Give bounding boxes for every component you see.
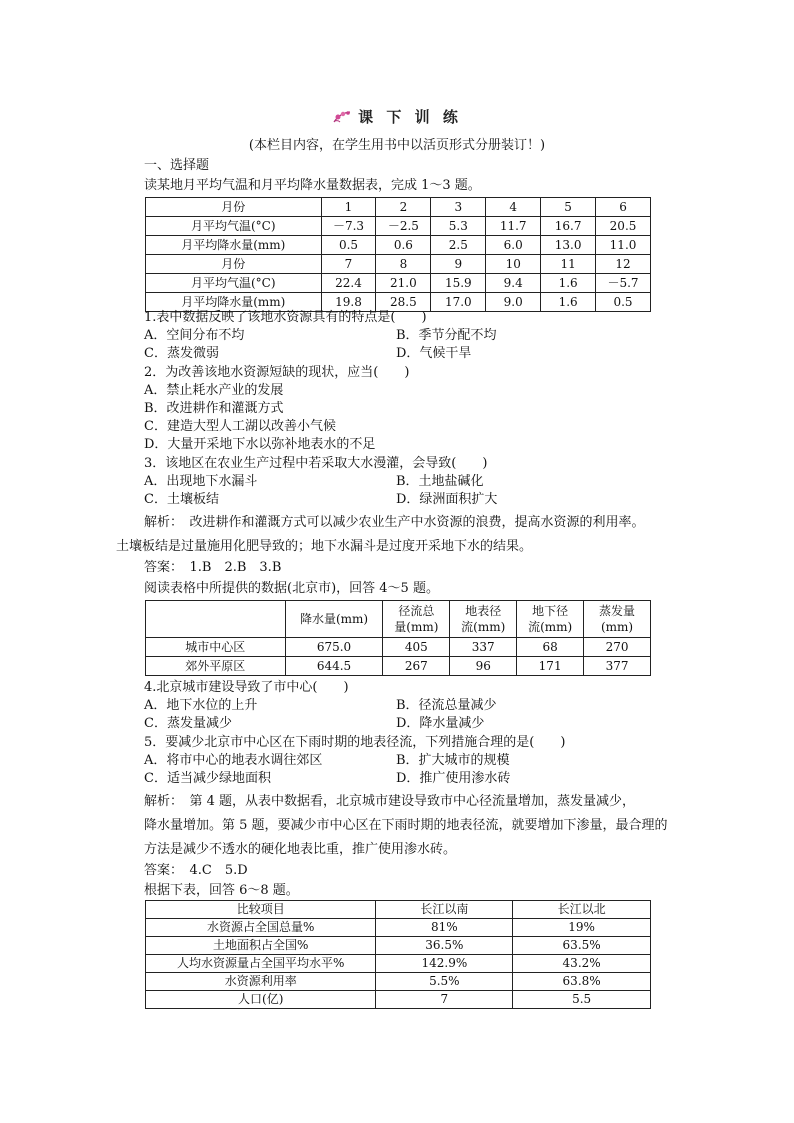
q3-option-d: D．绿洲面积扩大 — [396, 492, 498, 507]
table-cell: 377 — [584, 657, 651, 676]
table-cell: 0.5 — [596, 293, 651, 312]
q5-option-c: C．适当减少绿地面积 — [144, 771, 271, 786]
question-3: 3．该地区在农业生产过程中若采取大水漫灌，会导致( ) — [144, 456, 488, 471]
table-cell: 3 — [431, 198, 486, 217]
row-label: 人口(亿) — [146, 991, 376, 1009]
q5-option-b: B．扩大城市的规模 — [396, 753, 510, 768]
table-cell: 5.5% — [376, 973, 513, 991]
table-row — [146, 973, 651, 991]
table-cell: 11 — [541, 255, 596, 274]
column-header: 径流总 量(mm) — [383, 601, 450, 638]
analysis-2-line-1: 解析： 第 4 题，从表中数据看，北京城市建设导致市中心径流量增加，蒸发量减少， — [144, 794, 636, 809]
table-row — [146, 919, 651, 937]
analysis-1-line-1: 解析： 改进耕作和灌溉方式可以减少农业生产中水资源的浪费，提高水资源的利用率。 — [144, 515, 645, 530]
table-cell: 337 — [450, 638, 517, 657]
table-cell: 9.0 — [486, 293, 541, 312]
column-header: 蒸发量 (mm) — [584, 601, 651, 638]
analysis-2-line-2: 降水量增加。第 5 题，要减少市中心区在下雨时期的地表径流，就要增加下渗量，最合理的 — [144, 818, 668, 833]
table-cell: 171 — [517, 657, 584, 676]
analysis-2-line-3: 方法是减少不透水的硬化地表比重，推广使用渗水砖。 — [144, 842, 457, 857]
table-cell: 13.0 — [541, 236, 596, 255]
table-row — [146, 657, 651, 676]
q1-option-d: D．气候干旱 — [396, 346, 472, 361]
table-cell: 22.4 — [321, 274, 376, 293]
column-header: 长江以北 — [513, 901, 651, 919]
table-cell: 4 — [486, 198, 541, 217]
table-cell: 2.5 — [431, 236, 486, 255]
table-cell: 1 — [321, 198, 376, 217]
row-label: 城市中心区 — [146, 638, 286, 657]
table-cell: 1.6 — [541, 293, 596, 312]
column-header — [146, 601, 286, 638]
table-cell: 644.5 — [285, 657, 383, 676]
table-row — [146, 937, 651, 955]
table-header-row — [146, 901, 651, 919]
table-header-row — [146, 601, 651, 638]
table-cell: 43.2% — [513, 955, 651, 973]
table-row — [146, 991, 651, 1009]
table-cell: 36.5% — [376, 937, 513, 955]
table-cell: 2 — [376, 198, 431, 217]
table-cell: 19.8 — [321, 293, 376, 312]
table-cell: 6.0 — [486, 236, 541, 255]
table-cell: 63.8% — [513, 973, 651, 991]
table-cell: 675.0 — [285, 638, 383, 657]
table-cell: 0.6 — [376, 236, 431, 255]
question-2: 2．为改善该地水资源短缺的现状，应当( ) — [144, 365, 410, 380]
table-cell: 270 — [584, 638, 651, 657]
flower-decoration-icon — [332, 109, 354, 125]
table-cell: －7.3 — [321, 217, 376, 236]
row-label: 水资源占全国总量% — [146, 919, 376, 937]
table-cell: 7 — [376, 991, 513, 1009]
table-cell: 7 — [321, 255, 376, 274]
q1-option-c: C．蒸发微弱 — [144, 346, 219, 361]
table-row — [146, 955, 651, 973]
q4-option-b: B．径流总量减少 — [396, 698, 497, 713]
row-label: 月份 — [146, 198, 322, 217]
table-row — [146, 217, 651, 236]
table-row — [146, 198, 651, 217]
table-cell: 11.7 — [486, 217, 541, 236]
table-cell: 1.6 — [541, 274, 596, 293]
table-cell: 10 — [486, 255, 541, 274]
table-cell: 81% — [376, 919, 513, 937]
table-row — [146, 274, 651, 293]
table-cell: 6 — [596, 198, 651, 217]
question-5: 5．要减少北京市中心区在下雨时期的地表径流，下列措施合理的是( ) — [144, 735, 566, 750]
q5-option-a: A．将市中心的地表水调往郊区 — [144, 753, 323, 768]
table-cell: 15.9 — [431, 274, 486, 293]
table-cell: 21.0 — [376, 274, 431, 293]
table-cell: 20.5 — [596, 217, 651, 236]
table-cell: 28.5 — [376, 293, 431, 312]
section-header — [0, 106, 794, 129]
q1-option-a: A．空间分布不均 — [144, 328, 245, 343]
table-row — [146, 255, 651, 274]
row-label: 月平均降水量(mm) — [146, 236, 322, 255]
binding-note: (本栏目内容，在学生用书中以活页形式分册装订！) — [248, 138, 546, 153]
q5-option-d: D．推广使用渗水砖 — [396, 771, 511, 786]
question-4: 4.北京城市建设导致了市中心( ) — [144, 680, 349, 695]
q2-option-a: A．禁止耗水产业的发展 — [144, 383, 284, 398]
q3-option-c: C．土壤板结 — [144, 492, 219, 507]
table-cell: 16.7 — [541, 217, 596, 236]
table-cell: 8 — [376, 255, 431, 274]
table-cell: 405 — [383, 638, 450, 657]
answer-1-3: 答案： 1.B 2.B 3.B — [144, 560, 282, 575]
intro-6-8: 根据下表，回答 6～8 题。 — [144, 883, 299, 898]
q2-option-c: C．建造大型人工湖以改善小气候 — [144, 419, 336, 434]
answer-4-5: 答案： 4.C 5.D — [144, 863, 248, 878]
q3-option-b: B．土地盐碱化 — [396, 474, 484, 489]
question-1: 1.表中数据反映了该地水资源具有的特点是( ) — [144, 310, 427, 325]
table-cell: 9.4 — [486, 274, 541, 293]
table-cell: 12 — [596, 255, 651, 274]
table-cell: 17.0 — [431, 293, 486, 312]
column-header: 地下径 流(mm) — [517, 601, 584, 638]
row-label: 郊外平原区 — [146, 657, 286, 676]
row-label: 人均水资源量占全国平均水平% — [146, 955, 376, 973]
table-cell: －2.5 — [376, 217, 431, 236]
q2-option-d: D．大量开采地下水以弥补地表水的不足 — [144, 437, 376, 452]
q2-option-b: B．改进耕作和灌溉方式 — [144, 401, 284, 416]
intro-1-3: 读某地月平均气温和月平均降水量数据表，完成 1～3 题。 — [144, 178, 481, 193]
table-cell: 63.5% — [513, 937, 651, 955]
column-header: 降水量(mm) — [285, 601, 383, 638]
table-cell: 5 — [541, 198, 596, 217]
table-cell: －5.7 — [596, 274, 651, 293]
table-cell: 9 — [431, 255, 486, 274]
column-header: 比较项目 — [146, 901, 376, 919]
table-cell: 96 — [450, 657, 517, 676]
q4-option-c: C．蒸发量减少 — [144, 716, 232, 731]
table-row — [146, 236, 651, 255]
table-cell: 11.0 — [596, 236, 651, 255]
table-cell: 19% — [513, 919, 651, 937]
table-cell: 142.9% — [376, 955, 513, 973]
row-label: 月平均气温(°C) — [146, 217, 322, 236]
row-label: 土地面积占全国% — [146, 937, 376, 955]
table-cell: 0.5 — [321, 236, 376, 255]
climate-table — [145, 197, 651, 312]
table-row — [146, 638, 651, 657]
q3-option-a: A．出现地下水漏斗 — [144, 474, 258, 489]
water-resources-table — [145, 900, 651, 1009]
column-header: 长江以南 — [376, 901, 513, 919]
row-label: 月平均降水量(mm) — [146, 293, 322, 312]
row-label: 水资源利用率 — [146, 973, 376, 991]
column-header: 地表径 流(mm) — [450, 601, 517, 638]
table-cell: 68 — [517, 638, 584, 657]
q1-option-b: B．季节分配不均 — [396, 328, 497, 343]
analysis-1-line-2: 土壤板结是过量施用化肥导致的；地下水漏斗是过度开采地下水的结果。 — [116, 539, 533, 554]
row-label: 月平均气温(°C) — [146, 274, 322, 293]
section-title: 课 下 训 练 — [358, 108, 462, 126]
q4-option-a: A．地下水位的上升 — [144, 698, 258, 713]
table-cell: 5.3 — [431, 217, 486, 236]
beijing-runoff-table — [145, 600, 651, 676]
intro-4-5: 阅读表格中所提供的数据(北京市)，回答 4～5 题。 — [144, 581, 439, 596]
table-cell: 5.5 — [513, 991, 651, 1009]
section-heading: 一、选择题 — [144, 158, 210, 173]
table-cell: 267 — [383, 657, 450, 676]
row-label: 月份 — [146, 255, 322, 274]
q4-option-d: D．降水量减少 — [396, 716, 485, 731]
